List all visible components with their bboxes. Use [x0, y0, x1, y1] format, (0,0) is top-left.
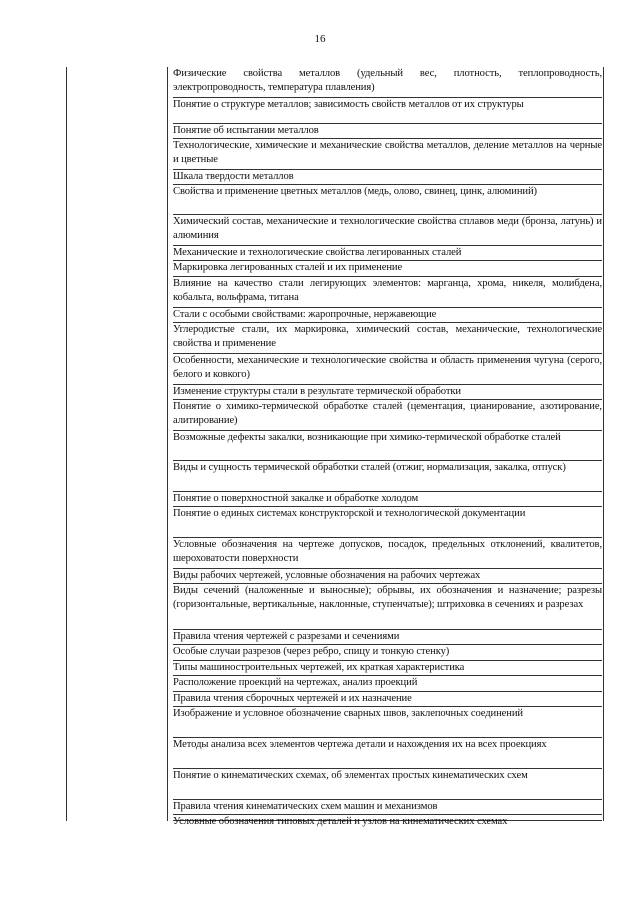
- table-row: Углеродистые стали, их маркировка, химический состав, механические, технологические свойства и применение: [173, 323, 602, 354]
- table-row: Условные обозначения типовых деталей и узлов на кинематических схемах: [173, 815, 602, 821]
- table-row: Понятие о химико-термической обработке сталей (цементация, цианирование, азотирование, алитирование): [173, 400, 602, 431]
- column-divider: [167, 67, 168, 821]
- table-row: Виды сечений (наложенные и выносные); обрывы, их обозначения и назначение; разрезы (горизонтальные, вертикальные, наклонные, ступенчатые); штриховка в сечениях и разрезах: [173, 584, 602, 630]
- table-row: Возможные дефекты закалки, возникающие при химико-термической обработке сталей: [173, 431, 602, 461]
- table-row: Правила чтения кинематических схем машин и механизмов: [173, 800, 602, 815]
- table-row: Механические и технологические свойства легированных сталей: [173, 246, 602, 261]
- table-row: Понятие о структуре металлов; зависимость свойств металлов от их структуры: [173, 98, 602, 124]
- table-row: Особые случаи разрезов (через ребро, спицу и тонкую стенку): [173, 645, 602, 661]
- table-row: Химический состав, механические и технологические свойства сплавов меди (бронза, латунь) и алюминия: [173, 215, 602, 246]
- table-row: Маркировка легированных сталей и их применение: [173, 261, 602, 277]
- table-row: Физические свойства металлов (удельный вес, плотность, теплопроводность, электропроводность, температура плавления): [173, 67, 602, 98]
- table-row: Стали с особыми свойствами: жаропрочные, нержавеющие: [173, 308, 602, 323]
- table-row: Правила чтения чертежей с разрезами и сечениями: [173, 630, 602, 645]
- table-row: Особенности, механические и технологические свойства и область применения чугуна (серого, белого и ковкого): [173, 354, 602, 385]
- table-row: Изменение структуры стали в результате термической обработки: [173, 385, 602, 400]
- topics-column: [173, 67, 602, 827]
- table-row: Понятие о единых системах конструкторской и технологической документации: [173, 507, 602, 538]
- table-row: Понятие о кинематических схемах, об элементах простых кинематических схем: [173, 769, 602, 800]
- topics-table: [66, 67, 604, 827]
- page-number: 16: [314, 33, 326, 45]
- table-row: Типы машиностроительных чертежей, их краткая характеристика: [173, 661, 602, 676]
- table-row: Виды рабочих чертежей, условные обозначения на рабочих чертежах: [173, 569, 602, 584]
- table-row: Технологические, химические и механические свойства металлов, деление металлов на черные и цветные: [173, 139, 602, 170]
- table-row: Шкала твердости металлов: [173, 170, 602, 185]
- table-row: Свойства и применение цветных металлов (медь, олово, свинец, цинк, алюминий): [173, 185, 602, 215]
- table-row: Виды и сущность термической обработки сталей (отжиг, нормализация, закалка, отпуск): [173, 461, 602, 492]
- table-row: Изображение и условное обозначение сварных швов, заклепочных соединений: [173, 707, 602, 738]
- table-row: Методы анализа всех элементов чертежа детали и нахождения их на всех проекциях: [173, 738, 602, 769]
- table-row: Понятие об испытании металлов: [173, 124, 602, 139]
- table-row: Условные обозначения на чертеже допусков, посадок, предельных отклонений, квалитетов, шероховатости поверхности: [173, 538, 602, 569]
- table-row: Понятие о поверхностной закалке и обработке холодом: [173, 492, 602, 507]
- table-row: Правила чтения сборочных чертежей и их назначение: [173, 692, 602, 707]
- table-row: Влияние на качество стали легирующих элементов: марганца, хрома, никеля, молибдена, кобальта, вольфрама, титана: [173, 277, 602, 308]
- table-row: Расположение проекций на чертежах, анализ проекций: [173, 676, 602, 692]
